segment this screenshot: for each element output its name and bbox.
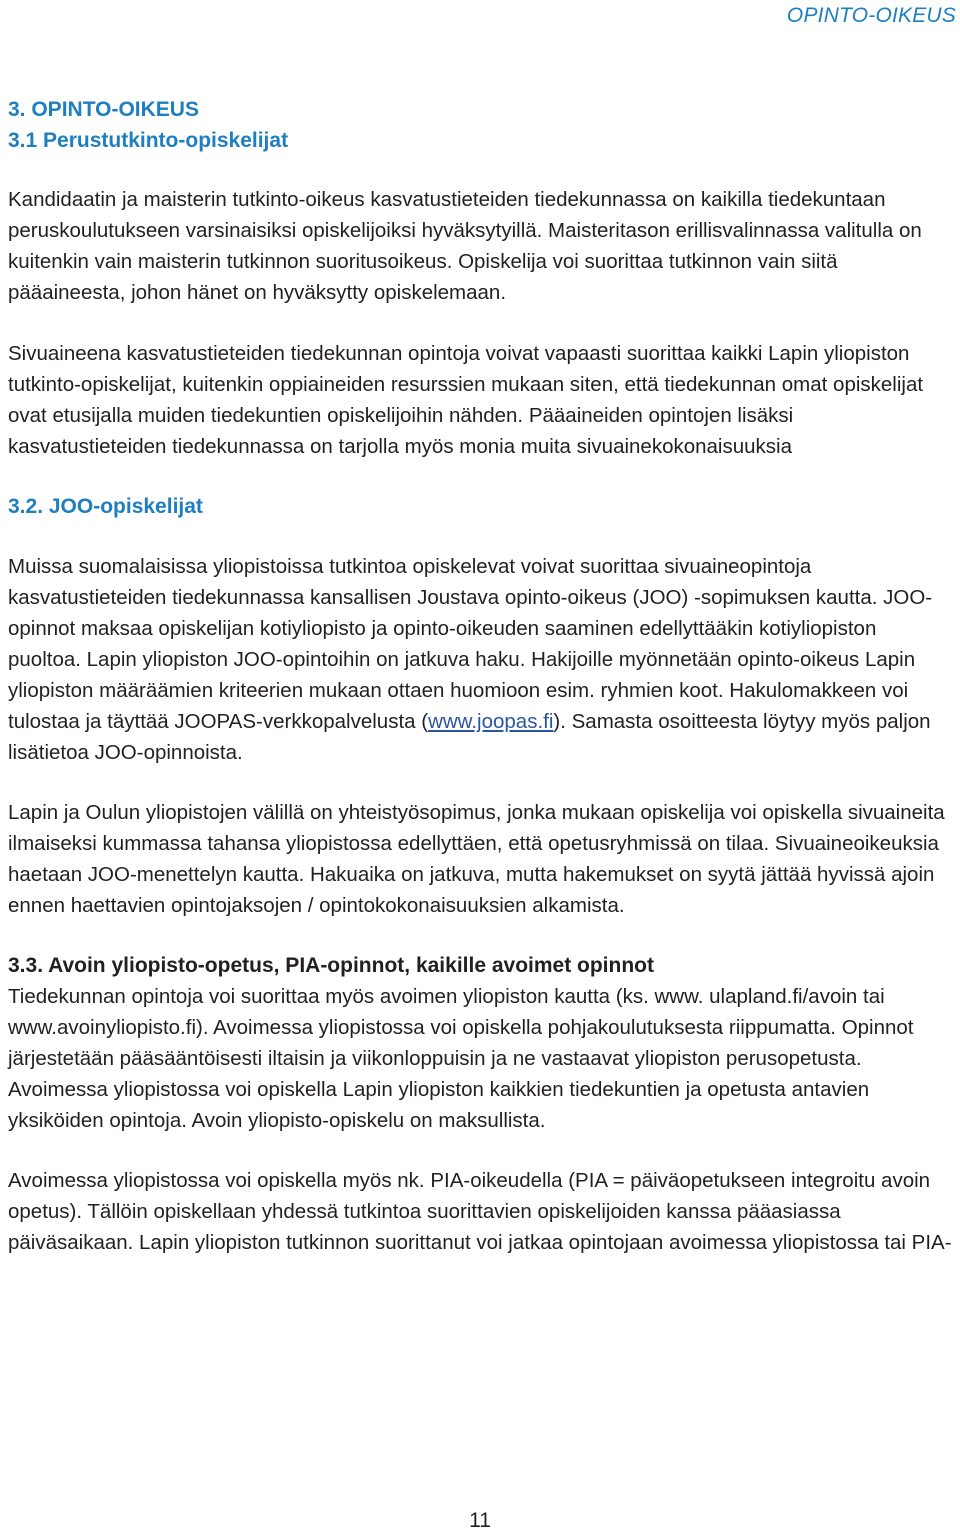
running-header: OPINTO-OIKEUS	[786, 4, 956, 27]
chapter-title: 3. OPINTO-OIKEUS	[8, 98, 199, 121]
paragraph-3-2-b: Lapin ja Oulun yliopistojen välillä on yhteistyösopimus, jonka mukaan opiskelija voi opiskella sivuaineita ilmaiseksi kummassa tahansa yliopistossa edellyttäen, että opetusryhmissä on tilaa. Sivuaineoikeuksia haetaan JOO-menettelyn kautta. Hakuaika on jatkuva, mutta hakemukset on syytä jättää hyvissä ajoin ennen haettavien opintojaksojen / opintokokonaisuuksien alkamista.	[8, 801, 945, 917]
paragraph-3-1-b: Sivuaineena kasvatustieteiden tiedekunnan opintoja voivat vapaasti suorittaa kaikki Lapin yliopiston tutkinto-opiskelijat, kuitenkin oppiaineiden resurssien mukaan siten, että tiedekunnan omat opiskelijat ovat etusijalla muiden tiedekuntien opiskelijoihin nähden. Pääaineiden opintojen lisäksi kasvatustieteiden tiedekunnassa on tarjolla myös monia muita sivuainekokonaisuuksia	[8, 342, 924, 458]
section-title-3-3: 3.3. Avoin yliopisto-opetus, PIA-opinnot, kaikille avoimet opinnot	[8, 954, 654, 977]
section-title-3-1: 3.1 Perustutkinto-opiskelijat	[8, 129, 289, 152]
paragraph-3-2-a-text-end: ). Samasta osoitteesta löytyy myös paljon lisätietoa JOO-opinnoista.	[8, 710, 931, 764]
paragraph-3-1-a: Kandidaatin ja maisterin tutkinto-oikeus kasvatustieteiden tiedekunnassa on kaikilla tiedekuntaan peruskoulutukseen varsinaisiksi opiskelijoiksi hyväksytyillä. Maisteritason erillisvalinnassa valitulla on kuitenkin vain maisterin tutkinnon suoritusoikeus. Opiskelija voi suorittaa tutkinnon vain siitä pääaineesta, johon hänet on hyväksytty opiskelemaan.	[8, 188, 922, 304]
page-number: 11	[469, 1509, 491, 1532]
joopas-link[interactable]: www.joopas.fi	[428, 710, 554, 733]
paragraph-3-3-a: Tiedekunnan opintoja voi suorittaa myös avoimen yliopiston kautta (ks. www. ulapland.fi/avoin tai www.avoinyliopisto.fi). Avoimessa yliopistossa voi opiskella pohjakoulutuksesta riippumatta. Opinnot järjestetään pääsääntöisesti iltaisin ja viikonloppuisin ja ne vastaavat yliopiston perusopetusta. Avoimessa yliopistossa voi opiskella Lapin yliopiston kaikkien tiedekuntien ja opetusta antavien yksiköiden opintoja. Avoin yliopisto-opiskelu on maksullista.	[8, 985, 914, 1132]
paragraph-3-2-a-text-start: Muissa suomalaisissa yliopistoissa tutkintoa opiskelevat voivat suorittaa sivuaineopintoja kasvatustieteiden tiedekunnassa kansallisen Joustava opinto-oikeus (JOO) -sopimuksen kautta. JOO-opinnot maksaa opiskelijan kotiyliopisto ja opinto-oikeuden saaminen edellyttääkin kotiyliopiston puoltoa. Lapin yliopiston JOO-opintoihin on jatkuva haku. Hakijoille myönnetään opinto-oikeus Lapin yliopiston määräämien kriteerien mukaan ottaen huomioon esim. ryhmien koot. Hakulomakkeen voi tulostaa ja täyttää JOOPAS-verkkopalvelusta (	[8, 555, 933, 733]
section-title-3-2: 3.2. JOO-opiskelijat	[8, 495, 203, 518]
paragraph-3-3-b: Avoimessa yliopistossa voi opiskella myös nk. PIA-oikeudella (PIA = päiväopetukseen integroitu avoin opetus). Tällöin opiskellaan yhdessä tutkintoa suorittavien opiskelijoiden kanssa pääasiassa päiväsaikaan. Lapin yliopiston tutkinnon suorittanut voi jatkaa opintojaan avoimessa yliopistossa tai PIA-	[8, 1169, 952, 1254]
document-body	[8, 94, 954, 1258]
paragraph-3-2-a	[8, 551, 954, 768]
